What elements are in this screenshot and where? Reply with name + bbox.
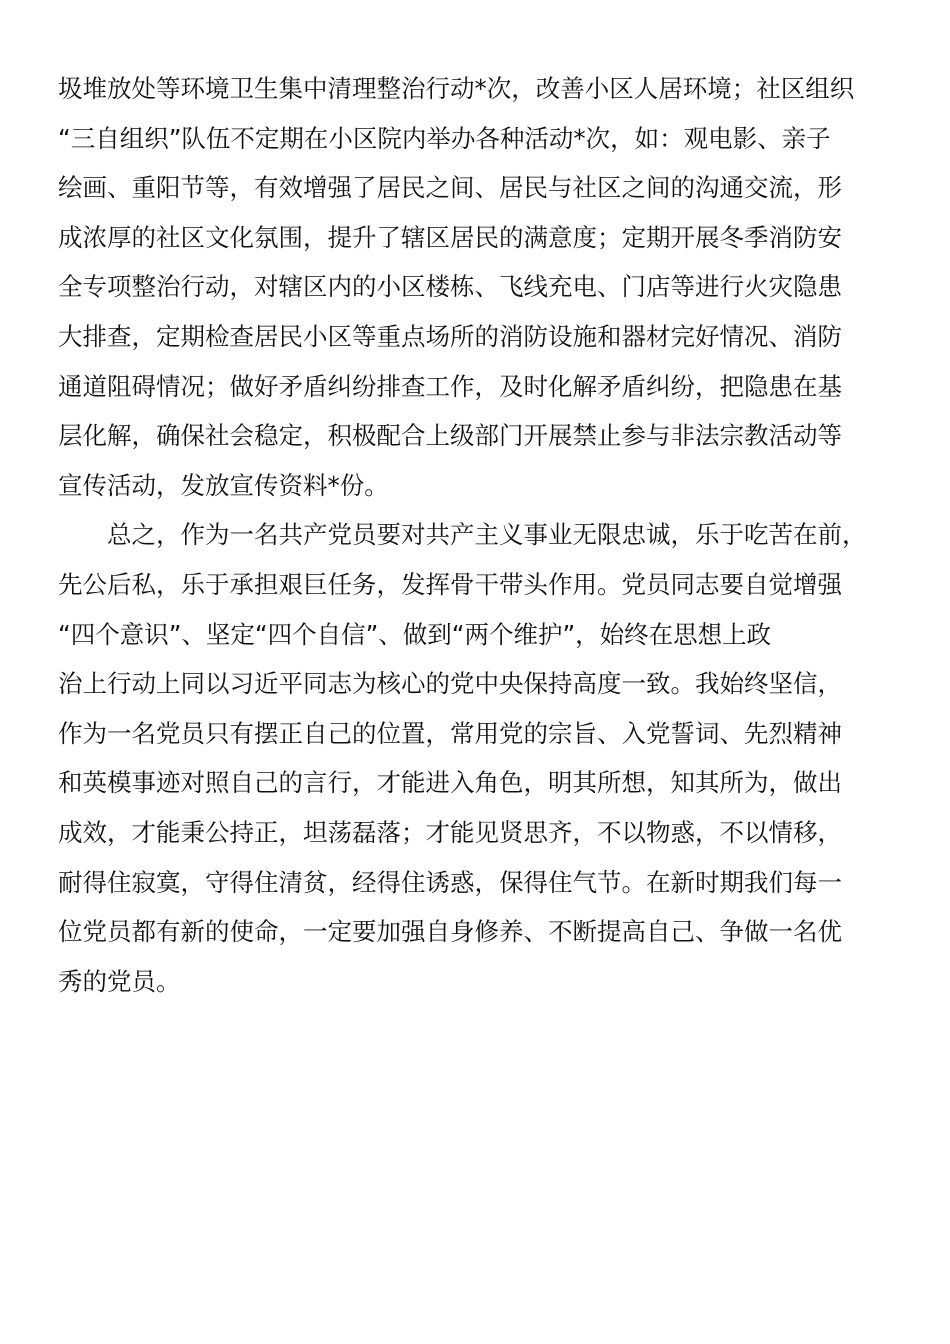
text-line: 成效，才能秉公持正，坦荡磊落；才能见贤思齐，不以物惑，不以情移，: [58, 817, 842, 847]
text-line: “三自组织”队伍不定期在小区院内举办各种活动*次，如：观电影、亲子: [58, 123, 831, 153]
text-line: 成浓厚的社区文化氛围，提升了辖区居民的满意度；定期开展冬季消防安: [58, 222, 842, 252]
text-line: 圾堆放处等环境卫生集中清理整治行动*次，改善小区人居环境；社区组织: [58, 74, 855, 103]
text-line: 和英模事迹对照自己的言行，才能进入角色，明其所想，知其所为，做出: [58, 768, 842, 798]
text-line: 宣传活动，发放宣传资料*份。: [58, 470, 389, 500]
body-text: [58, 64, 893, 1006]
text-line: 先公后私，乐于承担艰巨任务，发挥骨干带头作用。党员同志要自觉增强: [58, 569, 842, 599]
text-line: 位党员都有新的使命，一定要加强自身修养、不断提高自己、争做一名优: [58, 917, 842, 947]
paragraph-start-line: 总之，作为一名共产党员要对共产主义事业无限忠诚，乐于吃苦在前，: [107, 520, 867, 550]
text-line: 通道阻碍情况；做好矛盾纠纷排查工作，及时化解矛盾纠纷，把隐患在基: [58, 371, 842, 401]
text-line: 秀的党员。: [58, 966, 181, 996]
text-line: 耐得住寂寞，守得住清贫，经得住诱惑，保得住气节。在新时期我们每一: [58, 867, 842, 897]
text-line: 全专项整治行动，对辖区内的小区楼栋、飞线充电、门店等进行火灾隐患: [58, 272, 842, 302]
text-line: 大排查，定期检查居民小区等重点场所的消防设施和器材完好情况、消防: [58, 321, 842, 351]
text-line: 层化解，确保社会稳定，积极配合上级部门开展禁止参与非法宗教活动等: [58, 421, 842, 451]
text-line: 绘画、重阳节等，有效增强了居民之间、居民与社区之间的沟通交流，形: [58, 173, 842, 203]
text-line: “四个意识”、坚定“四个自信”、做到“两个维护”，始终在思想上政: [58, 619, 772, 649]
text-line: 治上行动上同以习近平同志为核心的党中央保持高度一致。我始终坚信，: [58, 669, 842, 699]
text-line: 作为一名党员只有摆正自己的位置，常用党的宗旨、入党誓词、先烈精神: [58, 718, 842, 748]
